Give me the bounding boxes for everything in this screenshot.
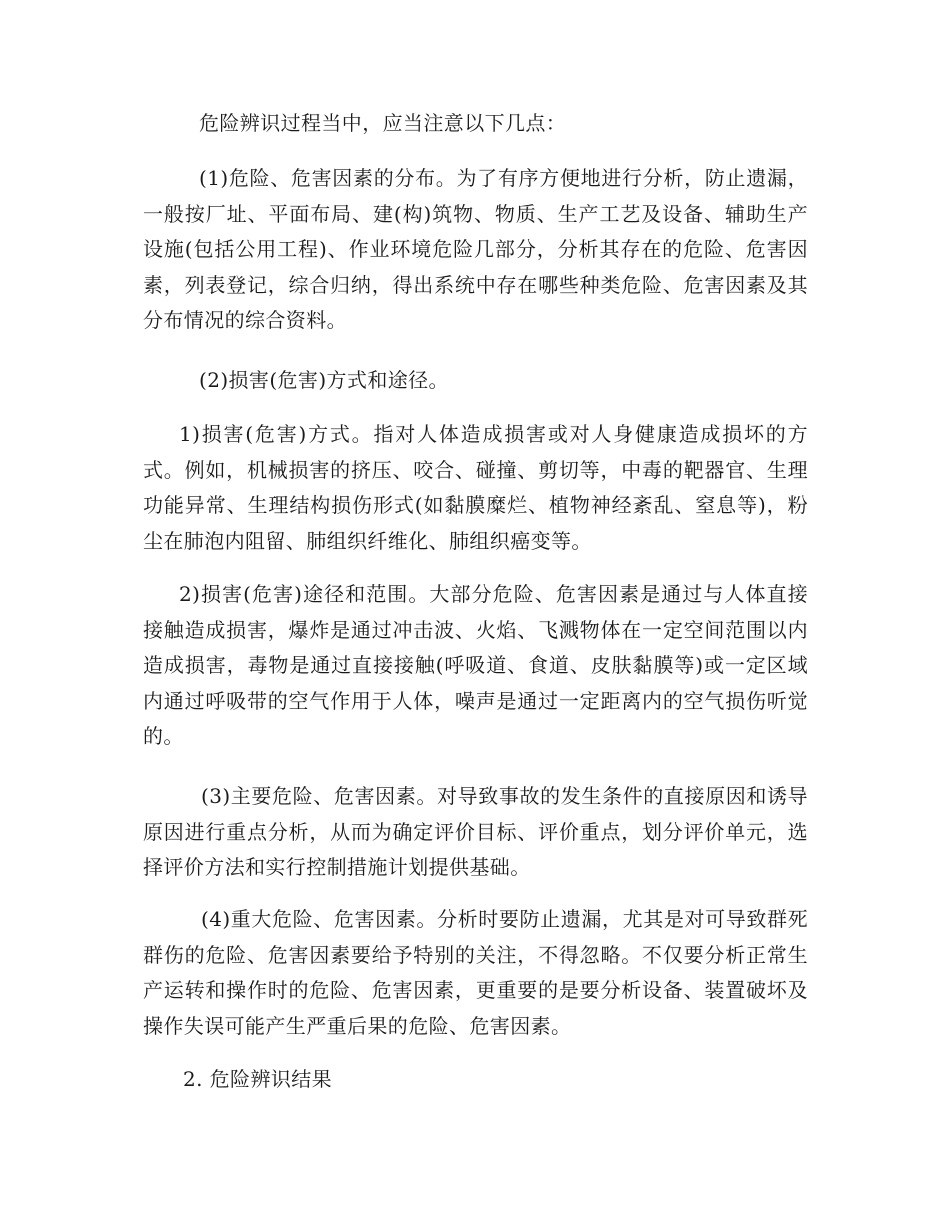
item-2-heading-paragraph: (2)损害(危害)方式和途径。 <box>199 368 449 392</box>
intro-paragraph: 危险辨识过程当中，应当注意以下几点： <box>199 111 567 135</box>
item-4-major-factors-paragraph: (4)重大危险、危害因素。分析时要防止遗漏，尤其是对可导致群死群伤的危险、危害因素要给予特别的关注，不得忽略。不仅要分析正常生产运转和操作时的危险、危害因素，更重要的是要分析设备、装置破坏及操作失误可能产生严重后果的危险、危害因素。 <box>143 907 808 1038</box>
subitem-1-mode-paragraph: 1)损害(危害)方式。指对人体造成损害或对人身健康造成损坏的方式。例如，机械损害的挤压、咬合、碰撞、剪切等，中毒的靶器官、生理功能异常、生理结构损伤形式(如黏膜糜烂、植物神经紊乱、窒息等)，粉尘在肺泡内阻留、肺组织纤维化、肺组织癌变等。 <box>143 422 808 553</box>
section-2-heading: 2. 危险辨识结果 <box>183 1067 333 1091</box>
item-1-distribution-paragraph: (1)危险、危害因素的分布。为了有序方便地进行分析，防止遗漏，一般按厂址、平面布局、建(构)筑物、物质、生产工艺及设备、辅助生产设施(包括公用工程)、作业环境危险几部分，分析其存在的危险、危害因素，列表登记，综合归纳，得出系统中存在哪些种类危险、危害因素及其分布情况的综合资料。 <box>143 166 808 333</box>
item-3-main-factors-paragraph: (3)主要危险、危害因素。对导致事故的发生条件的直接原因和诱导原因进行重点分析，从而为确定评价目标、评价重点，划分评价单元，选择评价方法和实行控制措施计划提供基础。 <box>143 784 808 880</box>
subitem-2-route-paragraph: 2)损害(危害)途径和范围。大部分危险、危害因素是通过与人体直接接触造成损害，爆炸是通过冲击波、火焰、飞溅物体在一定空间范围以内造成损害，毒物是通过直接接触(呼吸道、食道、皮肤黏膜等)或一定区域内通过呼吸带的空气作用于人体，噪声是通过一定距离内的空气损伤听觉的。 <box>143 582 808 749</box>
